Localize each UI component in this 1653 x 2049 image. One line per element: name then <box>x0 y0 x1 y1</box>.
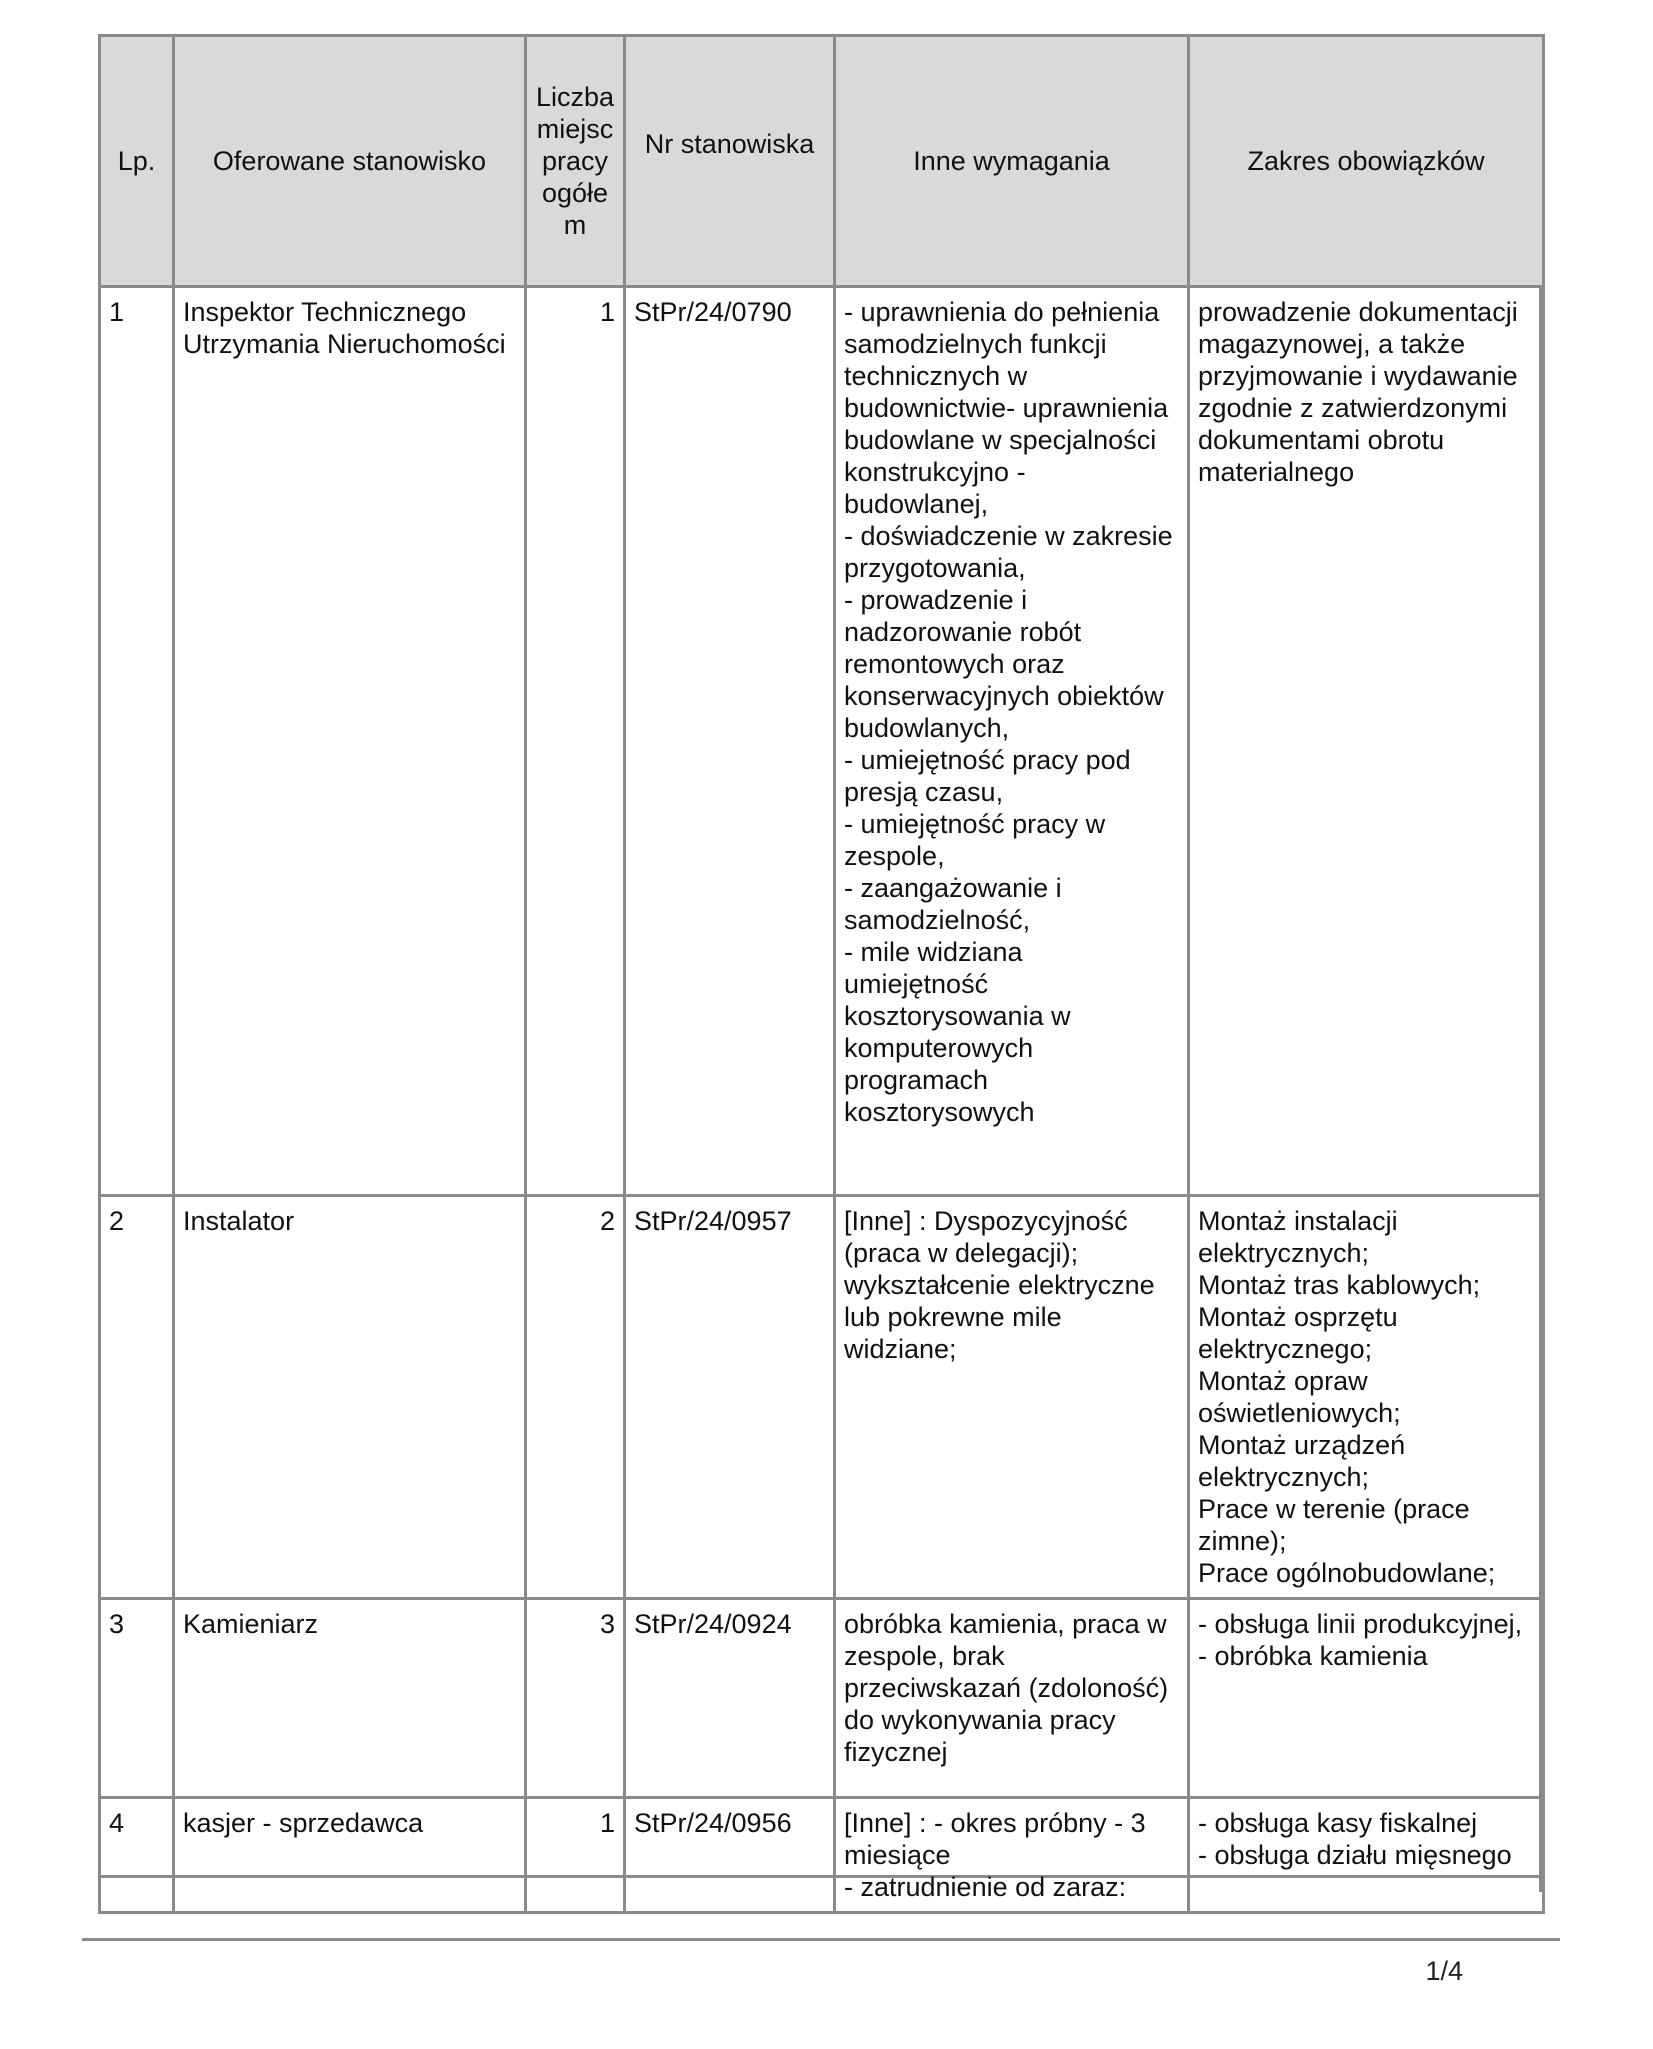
cell-nr: StPr/24/0790 <box>625 287 835 1196</box>
table-row <box>100 1599 1544 1798</box>
header-duties: Zakres obowiązków <box>1189 36 1544 287</box>
cell-duties: - obsługa kasy fiskalnej - obsługa działu mięsnego <box>1189 1798 1544 1913</box>
cell-nr: StPr/24/0957 <box>625 1196 835 1599</box>
cell-lp: 4 <box>100 1798 174 1913</box>
cell-duties: prowadzenie dokumentacji magazynowej, a także przyjmowanie i wydawanie zgodnie z zatwierdzonymi dokumentami obrotu materialnego <box>1189 287 1544 1196</box>
header-requirements: Inne wymagania <box>835 36 1189 287</box>
cell-count: 1 <box>526 1798 625 1913</box>
cell-count: 3 <box>526 1599 625 1798</box>
page-number: 1/4 <box>1425 1956 1463 1986</box>
cell-position: Instalator <box>174 1196 526 1599</box>
header-count: Liczba miejsc pracy ogółe m <box>526 36 625 287</box>
table-row <box>100 287 1544 1196</box>
cell-requirements: [Inne] : - okres próbny - 3 miesiące - zatrudnienie od zaraz: <box>835 1798 1189 1913</box>
cell-lp: 2 <box>100 1196 174 1599</box>
footer-divider <box>82 1938 1560 1941</box>
cell-lp: 1 <box>100 287 174 1196</box>
table-header-row <box>100 36 1544 287</box>
header-position: Oferowane stanowisko <box>174 36 526 287</box>
cell-position: Inspektor Technicznego Utrzymania Nieruchomości <box>174 287 526 1196</box>
cell-lp: 3 <box>100 1599 174 1798</box>
cell-position: kasjer - sprzedawca <box>174 1798 526 1913</box>
cell-requirements: obróbka kamienia, praca w zespole, brak przeciwskazań (zdoloność) do wykonywania pracy fizycznej <box>835 1599 1189 1798</box>
header-lp: Lp. <box>100 36 174 287</box>
job-offers-table <box>98 34 1545 1914</box>
table-row <box>100 1798 1544 1913</box>
header-nr: Nr stanowiska <box>625 36 835 287</box>
cell-nr: StPr/24/0924 <box>625 1599 835 1798</box>
table-row <box>100 1196 1544 1599</box>
cell-position: Kamieniarz <box>174 1599 526 1798</box>
cell-count: 2 <box>526 1196 625 1599</box>
cell-nr: StPr/24/0956 <box>625 1798 835 1913</box>
cell-duties: Montaż instalacji elektrycznych; Montaż tras kablowych; Montaż osprzętu elektrycznego; Montaż opraw oświetleniowych; Montaż urządzeń elektrycznych; Prace w terenie (prace zimne); Prace ogólnobudowlane; <box>1189 1196 1544 1599</box>
cell-requirements: [Inne] : Dyspozycyjność (praca w delegacji); wykształcenie elektryczne lub pokrewne mile widziane; <box>835 1196 1189 1599</box>
cell-requirements: - uprawnienia do pełnienia samodzielnych funkcji technicznych w budownictwie- uprawnienia budowlane w specjalności konstrukcyjno - budowlanej, - doświadczenie w zakresie przygotowania, - prowadzenie i nadzorowanie robót remontowych oraz konserwacyjnych obiektów budowlanych, - umiejętność pracy pod presją czasu, - umiejętność pracy w zespole, - zaangażowanie i samodzielność, - mile widziana umiejętność kosztorysowania w komputerowych programach kosztorysowych <box>835 287 1189 1196</box>
cell-count: 1 <box>526 287 625 1196</box>
cell-duties: - obsługa linii produkcyjnej, - obróbka kamienia <box>1189 1599 1544 1798</box>
